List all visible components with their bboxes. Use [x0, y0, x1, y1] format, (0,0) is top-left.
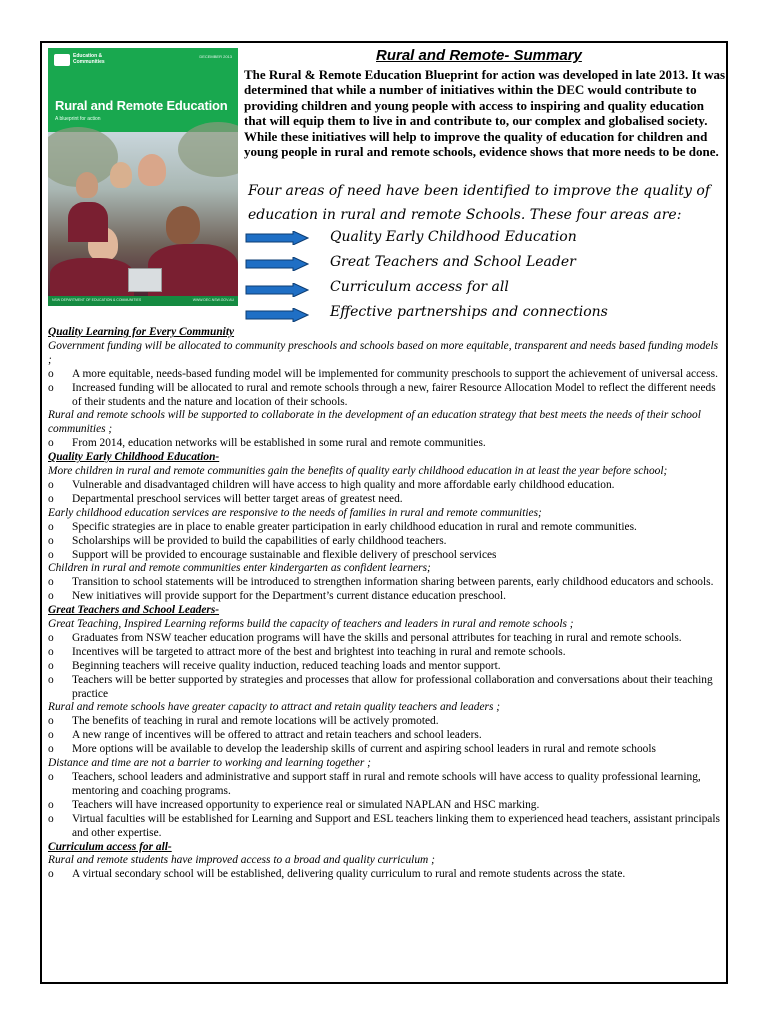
bullet-item	[48, 521, 724, 535]
cover-title: Rural and Remote Education	[55, 98, 228, 113]
bullet-text: The benefits of teaching in rural and remote locations will be actively promoted.	[72, 715, 439, 728]
bullet-text: Support will be provided to encourage sustainable and flexible delivery of preschool services	[72, 548, 497, 561]
bullet-circle-icon: o	[48, 715, 54, 728]
cover-image	[48, 48, 238, 306]
teacher-face	[138, 154, 166, 186]
bullet-item	[48, 382, 724, 410]
bullet-circle-icon: o	[48, 812, 54, 825]
bullet-circle-icon: o	[48, 659, 54, 672]
bullet-item	[48, 743, 724, 757]
bullet-item	[48, 632, 724, 646]
section-lead: More children in rural and remote communities gain the benefits of quality early childhood education in at least the year before school;	[48, 465, 668, 478]
laptop	[128, 268, 162, 292]
bullet-circle-icon: o	[48, 743, 54, 756]
cover-photo	[48, 132, 238, 296]
bullet-text: Incentives will be targeted to attract more of the best and brightest into teaching in rural and remote schools.	[72, 645, 566, 658]
section-lead: Government funding will be allocated to community preschools and schools based on more equitable, transparent and needs based funding models ;	[48, 339, 719, 366]
bullet-item	[48, 549, 724, 563]
arrow-right-icon	[245, 257, 309, 271]
arrow-right-icon	[245, 231, 309, 245]
bullet-item	[48, 868, 724, 882]
uniform	[50, 258, 134, 298]
intro-paragraph: The Rural & Remote Education Blueprint for action was developed in late 2013. It was determined that while a number of initiatives within the DEC would contribute to providing children and young people with access to inspiring and quality education that will equip them to live in and contribute to, our complex and globalised society. While these initiatives will help to improve the quality of education for children and young people in rural and remote schools, evidence shows that more needs to be done.	[244, 67, 726, 160]
bullet-text: Increased funding will be allocated to rural and remote schools through a new, fairer Resource Allocation Model to reflect the different needs of their students and the nature and location of their schools.	[72, 381, 716, 408]
bullet-item	[48, 771, 724, 799]
section-lead: Rural and remote schools have greater capacity to attract and retain quality teachers and leaders ;	[48, 701, 501, 714]
bullet-text: Teachers, school leaders and administrative and support staff in rural and remote schools will have access to quality professional learning, mentoring and coaching programs.	[72, 771, 701, 797]
bullet-circle-icon: o	[48, 645, 54, 658]
bullet-text: Transition to school statements will be introduced to strengthen information sharing between parents, early childhood educators and schools.	[72, 576, 714, 589]
bullet-circle-icon: o	[48, 437, 54, 450]
bullet-item	[48, 576, 724, 590]
area-item: Quality Early Childhood Education	[330, 229, 577, 245]
bullet-text: Specific strategies are in place to enable greater participation in early childhood education in rural and remote communities.	[72, 520, 637, 533]
bullet-text: Teachers will have increased opportunity to experience real or simulated NAPLAN and HSC marking.	[72, 798, 540, 811]
bullet-text: A new range of incentives will be offered to attract and retain teachers and school leaders.	[72, 729, 482, 742]
section-heading: Great Teachers and School Leaders-	[48, 604, 220, 617]
bullet-text: Departmental preschool services will better target areas of greatest need.	[72, 492, 403, 505]
student-face	[76, 172, 98, 198]
cover-brand: Education & Communities	[73, 53, 105, 65]
cover-subtitle: A blueprint for action	[55, 116, 101, 122]
bullet-item	[48, 799, 724, 813]
section-heading: Curriculum access for all-	[48, 840, 172, 853]
bullet-text: Scholarships will be provided to build the capabilities of early childhood teachers.	[72, 534, 447, 547]
bullet-circle-icon: o	[48, 673, 54, 686]
bullet-item	[48, 729, 724, 743]
cover-footer-left: NSW DEPARTMENT OF EDUCATION & COMMUNITIES	[52, 298, 142, 302]
bullet-circle-icon: o	[48, 631, 54, 644]
bullet-circle-icon: o	[48, 381, 54, 394]
bullet-text: From 2014, education networks will be established in some rural and remote communities.	[72, 437, 486, 450]
summary-body	[48, 326, 724, 882]
bullet-item	[48, 535, 724, 549]
bullet-item	[48, 437, 724, 451]
bullet-text: More options will be available to develop the leadership skills of current and aspiring school leaders in rural and remote schools	[72, 743, 656, 756]
bullet-item	[48, 646, 724, 660]
page-title: Rural and Remote- Summary	[376, 47, 582, 64]
bullet-circle-icon: o	[48, 868, 54, 881]
bullet-text: Teachers will be better supported by strategies and processes that allow for professional collaboration and conversations about their teaching practice	[72, 673, 713, 700]
bullet-item	[48, 813, 724, 841]
bullet-item	[48, 660, 724, 674]
bullet-text: Beginning teachers will receive quality induction, reduced teaching loads and mentor support.	[72, 659, 501, 672]
areas-intro: Four areas of need have been identified to improve the quality of education in rural and remote Schools. These four areas are:	[248, 183, 711, 223]
student-face	[110, 162, 132, 188]
bullet-circle-icon: o	[48, 771, 54, 783]
area-item: Curriculum access for all	[330, 279, 509, 295]
bullet-item	[48, 590, 724, 604]
area-item: Effective partnerships and connections	[330, 304, 608, 320]
bullet-text: Virtual faculties will be established for Learning and Support and ESL teachers linking them to experienced head teachers, assistant principals and other expertise.	[72, 812, 720, 839]
document-frame	[40, 41, 728, 984]
bullet-circle-icon: o	[48, 520, 54, 533]
section-lead: Rural and remote students have improved access to a broad and quality curriculum ;	[48, 854, 435, 867]
section-lead: Rural and remote schools will be supported to collaborate in the development of an education strategy that best meets the needs of their school communities ;	[48, 409, 701, 436]
bullet-text: Graduates from NSW teacher education programs will have the skills and personal attributes for teaching in rural and remote schools.	[72, 631, 682, 644]
bullet-item	[48, 368, 724, 382]
section-lead: Children in rural and remote communities enter kindergarten as confident learners;	[48, 562, 431, 575]
area-item: Great Teachers and School Leader	[330, 254, 576, 270]
bullet-item	[48, 715, 724, 729]
bullet-circle-icon: o	[48, 492, 54, 505]
uniform	[68, 202, 108, 242]
bullet-text: Vulnerable and disadvantaged children will have access to high quality and more affordable early childhood education.	[72, 478, 615, 491]
bullet-item	[48, 674, 724, 702]
bullet-circle-icon: o	[48, 576, 54, 589]
cover-footer-right: WWW.DEC.NSW.GOV.AU	[192, 298, 234, 302]
section-lead: Distance and time are not a barrier to working and learning together ;	[48, 757, 371, 770]
bullet-circle-icon: o	[48, 590, 54, 603]
bullet-circle-icon: o	[48, 534, 54, 547]
nsw-logo-icon	[54, 54, 70, 66]
bullet-circle-icon: o	[48, 478, 54, 491]
section-lead: Great Teaching, Inspired Learning reforms build the capacity of teachers and leaders in rural and remote schools ;	[48, 618, 574, 631]
bullet-circle-icon: o	[48, 798, 54, 811]
section-heading: Quality Early Childhood Education-	[48, 451, 220, 464]
arrow-right-icon	[245, 283, 309, 297]
bullet-text: A more equitable, needs-based funding model will be implemented for community preschools to support the achievement of universal access.	[72, 367, 718, 380]
bullet-item	[48, 493, 724, 507]
bullet-circle-icon: o	[48, 548, 54, 561]
section-lead: Early childhood education services are responsive to the needs of families in rural and remote communities;	[48, 506, 542, 519]
student-face	[166, 206, 200, 244]
arrow-right-icon	[245, 308, 309, 322]
bullet-text: A virtual secondary school will be established, delivering quality curriculum to rural and remote students across the state.	[72, 868, 626, 881]
cover-date: DECEMBER 2013	[199, 54, 232, 59]
bullet-circle-icon: o	[48, 729, 54, 742]
cover-footer	[48, 296, 238, 306]
bullet-item	[48, 479, 724, 493]
bullet-text: New initiatives will provide support for the Department’s current distance education preschool.	[72, 590, 506, 603]
section-heading: Quality Learning for Every Community	[48, 326, 235, 338]
bullet-circle-icon: o	[48, 367, 54, 380]
